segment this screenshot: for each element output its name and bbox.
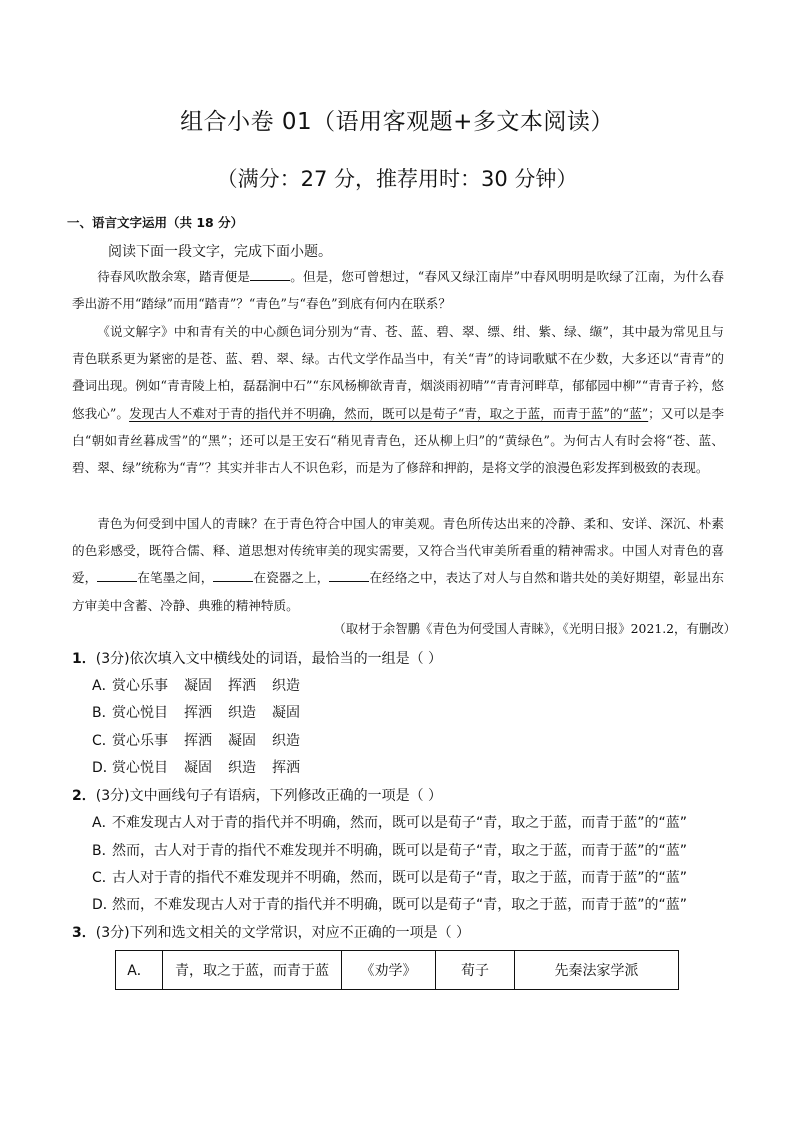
- question-score: (3分): [95, 788, 130, 804]
- page-subtitle: （满分：27 分，推荐用时：30 分钟）: [216, 167, 578, 191]
- option-word: 挥洒: [272, 760, 300, 776]
- page-title: 组合小卷 01（语用客观题+多文本阅读）: [180, 109, 614, 135]
- option-text: 古人对于青的指代不难发现并不明确，然而，既可以是荀子“青，取之于蓝，而青于蓝”的“蓝”: [112, 870, 688, 886]
- passage-text: 在瓷器之上，: [253, 570, 330, 586]
- option-label: D．: [92, 760, 117, 776]
- question-text: 文中画线句子有语病，下列修改正确的一项是（ ）: [129, 788, 443, 804]
- table-cell-school: 先秦法家学派: [515, 951, 679, 990]
- question-2-stem: [72, 785, 442, 805]
- question-number: 3．: [72, 925, 96, 941]
- option-word: 凝固: [184, 678, 212, 694]
- option-label: D．: [92, 897, 117, 913]
- option-word: 挥洒: [184, 705, 212, 721]
- question-2-option-c[interactable]: [92, 867, 687, 887]
- option-word: 织造: [228, 760, 256, 776]
- option-label: B．: [92, 843, 116, 859]
- option-word: 赏心悦目: [112, 760, 168, 776]
- question-1-option-c[interactable]: [92, 730, 316, 750]
- question-3-table: [115, 950, 679, 990]
- table-cell-work: 《劝学》: [342, 951, 436, 990]
- option-text: 然而，古人对于青的指代不难发现并不明确，既可以是荀子“青，取之于蓝，而青于蓝”的“蓝”: [112, 843, 688, 859]
- question-1-option-d[interactable]: [92, 757, 316, 777]
- section-heading: 一、语言文字运用（共 18 分）: [67, 215, 244, 230]
- option-word: 织造: [272, 678, 300, 694]
- table-cell-author: 荀子: [436, 951, 515, 990]
- option-word: 凝固: [184, 760, 212, 776]
- passage-paragraph-1: [72, 263, 724, 317]
- option-word: 赏心乐事: [112, 733, 168, 749]
- option-word: 凝固: [228, 733, 256, 749]
- option-text: 不难发现古人对于青的指代并不明确，然而，既可以是荀子“青，取之于蓝，而青于蓝”的“蓝”: [112, 815, 688, 831]
- option-word: 挥洒: [184, 733, 212, 749]
- question-1-stem: [72, 648, 442, 668]
- question-number: 2．: [72, 788, 96, 804]
- option-word: 织造: [228, 705, 256, 721]
- option-word: 赏心乐事: [112, 678, 168, 694]
- option-label: A．: [92, 678, 116, 694]
- passage-source: （取材于余智鹏《青色为何受国人青睐》，《光明日报》2021.2，有删改）: [333, 621, 736, 636]
- option-word: 挥洒: [228, 678, 256, 694]
- section-instruction: 阅读下面一段文字，完成下面小题。: [108, 244, 332, 260]
- option-label: C．: [92, 870, 116, 886]
- question-number: 1．: [72, 651, 96, 667]
- option-word: 织造: [272, 733, 300, 749]
- passage-text: 青色为何受到中国人的青睐？在于青色符合中国人的审美观。青色所传达出来的冷静、柔和、安详、深沉、朴素的色彩感受，既符合儒、释、道思想对传统审美的现实需要，又符合当代审美所看重的精神需求。中国人对青色的喜爱，: [72, 516, 724, 586]
- table-cell-quote: 青，取之于蓝，而青于蓝: [163, 951, 342, 990]
- option-label: C．: [92, 733, 116, 749]
- table-row[interactable]: [116, 951, 679, 990]
- fill-blank: [329, 569, 369, 582]
- fill-blank: [97, 569, 137, 582]
- table-cell-label: A．: [116, 951, 163, 990]
- passage-text: 在经络之中，表达了对人与自然和谐共处的美好期望，彰显出东方审美中含蓄、冷静、典雅的精神特质。: [72, 570, 725, 613]
- question-2-option-a[interactable]: [92, 812, 687, 832]
- passage-text: 在笔墨之间，: [137, 570, 214, 586]
- question-score: (3分): [95, 651, 130, 667]
- question-text: 下列和选文相关的文学常识，对应不正确的一项是（ ）: [129, 925, 471, 941]
- passage-text: 。但是，您可曾想过，“春风又绿江南岸”中春风明明是吹绿了江南，为什么春季出游不用“踏绿”而用“踏青”？“青色”与“春色”到底有何内在联系？: [72, 269, 724, 312]
- fill-blank: [250, 268, 290, 281]
- question-1-option-a[interactable]: [92, 675, 316, 695]
- question-2-option-b[interactable]: [92, 840, 687, 860]
- question-score: (3分): [95, 925, 130, 941]
- passage-paragraph-2: [72, 318, 724, 481]
- underlined-sentence: 发现古人不难对于青的指代并不明确，然而，既可以是荀子“青，取之于蓝，而青于蓝”的“蓝”: [129, 405, 649, 421]
- option-label: B．: [92, 705, 116, 721]
- passage-text: 待春风吹散余寒，踏青便是: [97, 269, 251, 284]
- fill-blank: [213, 569, 253, 582]
- option-word: 凝固: [272, 705, 300, 721]
- question-1-option-b[interactable]: [92, 702, 316, 722]
- passage-paragraph-3: [72, 510, 724, 619]
- question-3-stem: [72, 922, 470, 942]
- option-word: 赏心悦目: [112, 705, 168, 721]
- question-2-option-d[interactable]: [92, 894, 687, 914]
- passage-text: ；又可以是李白“朝如青丝暮成雪”的“黑”；还可以是王安石“稍见青青色，还从柳上归”的“黄绿色”。为何古人有时会将“苍、蓝、碧、翠、绿”统称为“青”？其实并非古人不识色彩，而是为了修辞和押韵，是将文学的浪漫色彩发挥到极致的表现。: [72, 405, 724, 476]
- passage-text: 《说文解字》中和青有关的中心颜色词分别为“青、苍、蓝、碧、翠、缥、绀、紫、绿、缬”，其中最为常见且与青色联系更为紧密的是苍、蓝、碧、翠、绿。古代文学作品当中，有关“青”的诗词歌赋不在少数，大多还以“青青”的叠词出现。例如“青青陵上柏，磊磊涧中石”“东风杨柳欲青青，烟淡雨初晴”“青青河畔草，郁郁园中柳”“青青子衿，悠悠我心”。: [72, 324, 724, 421]
- option-label: A．: [92, 815, 116, 831]
- question-text: 依次填入文中横线处的词语，最恰当的一组是（ ）: [129, 651, 443, 667]
- option-text: 然而，不难发现古人对于青的指代并不明确，既可以是荀子“青，取之于蓝，而青于蓝”的“蓝”: [112, 897, 688, 913]
